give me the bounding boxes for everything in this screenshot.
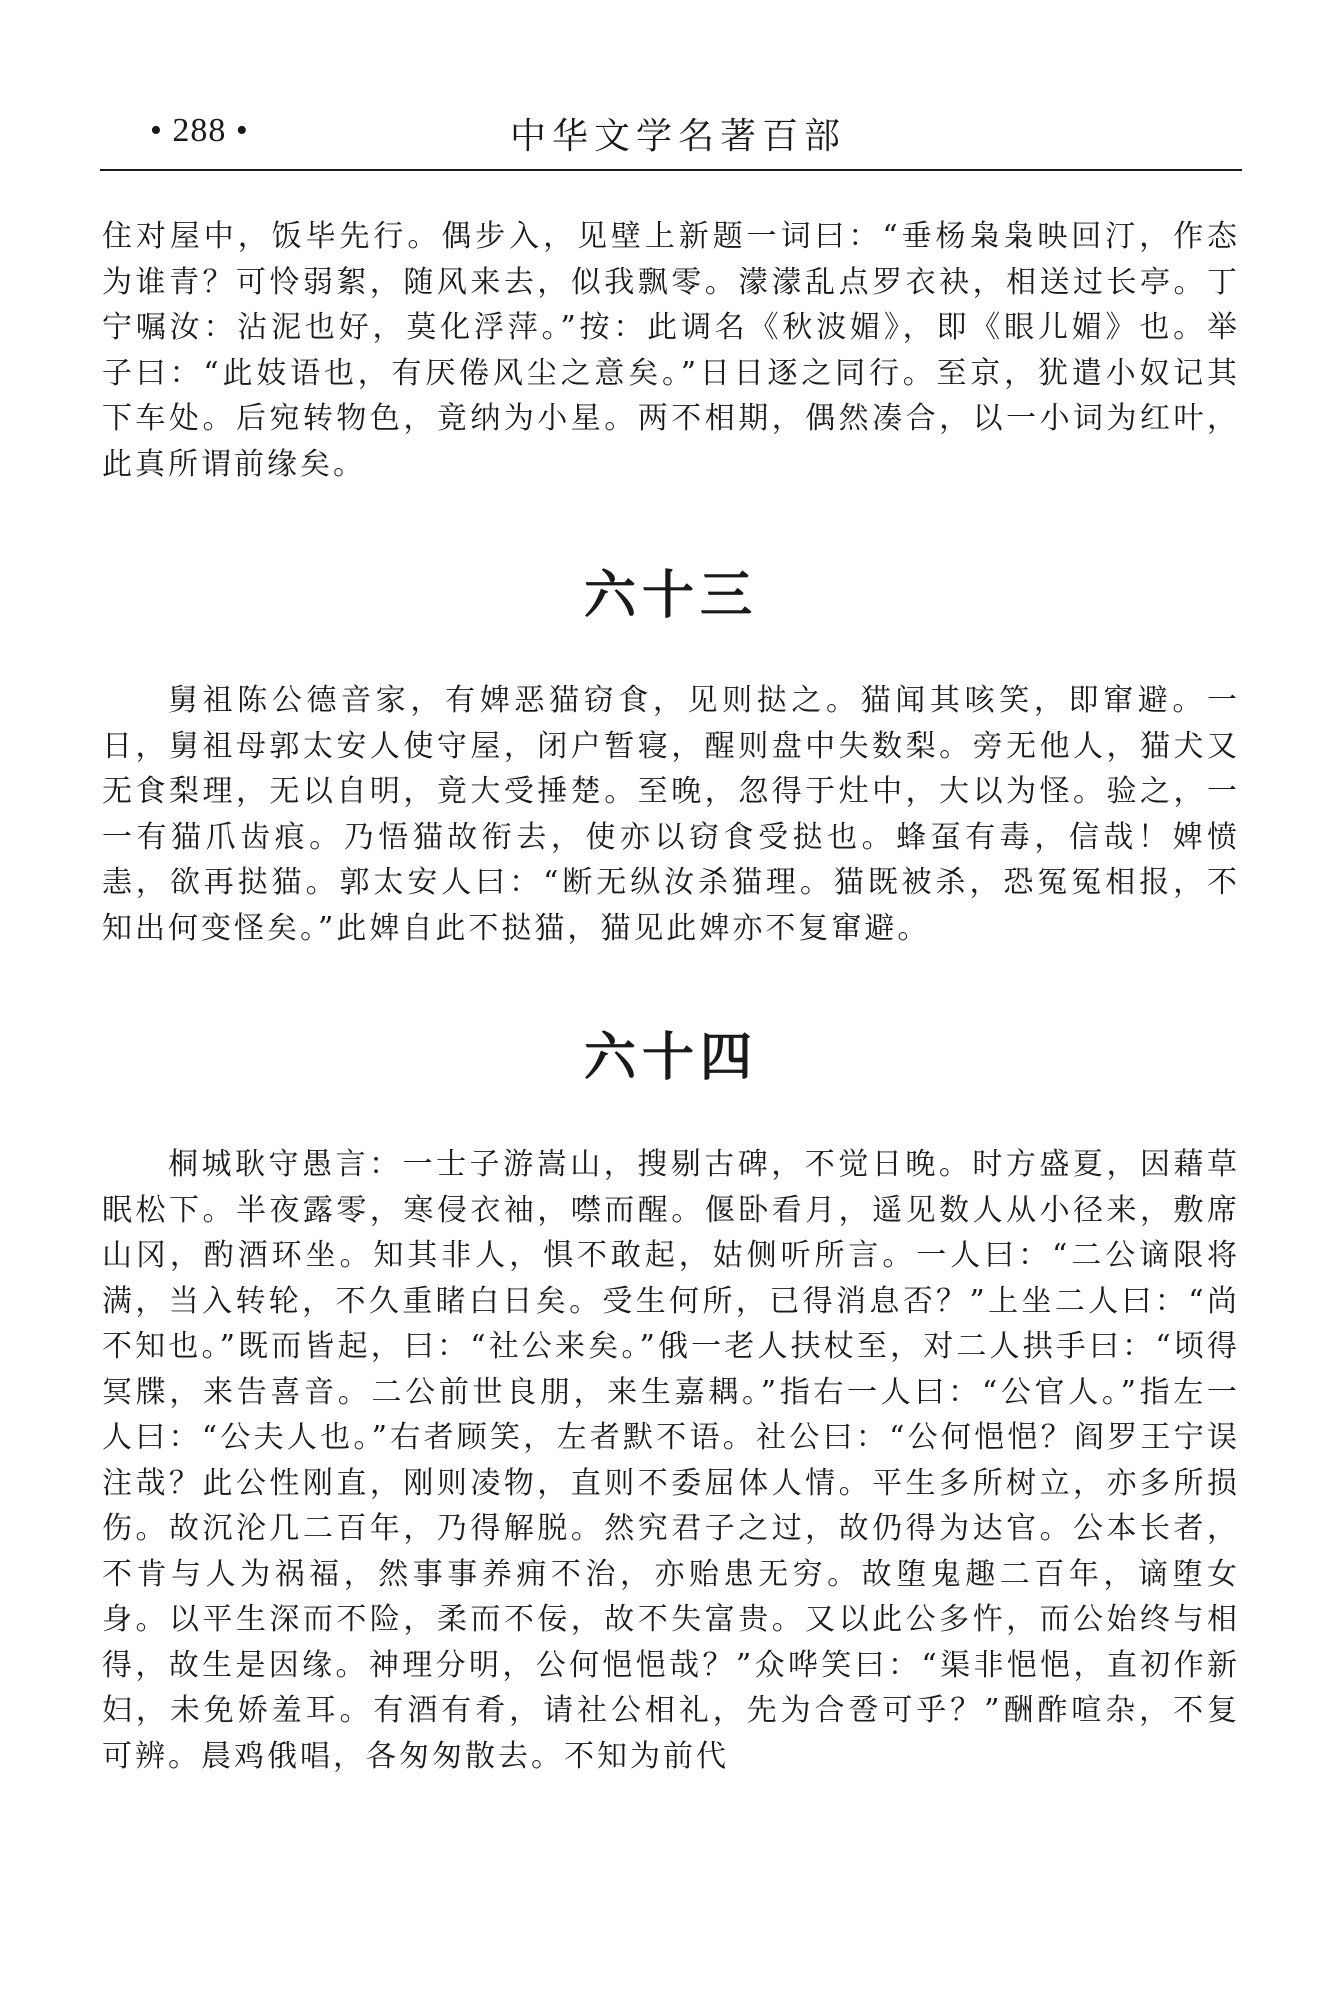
running-header	[100, 108, 1240, 168]
page-number: • 288 •	[150, 112, 249, 149]
book-title: 中华文学名著百部	[510, 116, 847, 157]
header-rule	[100, 169, 1242, 171]
section-63-paragraph: 舅祖陈公德音家，有婢恶猫窃食，见则挞之。猫闻其咳笑，即窜避。一日，舅祖母郭太安人使守屋，闭户暂寝，醒则盘中失数梨。旁无他人，猫犬又无食梨理，无以自明，竟大受捶楚。至晚，忽得于灶中，大以为怪。验之，一一有猫爪齿痕。乃悟猫故衔去，使亦以窃食受挞也。蜂虿有毒，信哉！婢愤恚，欲再挞猫。郭太安人曰：“断无纵汝杀猫理。猫既被杀，恐冤冤相报，不知出何变怪矣。”此婢自此不挞猫，猫见此婢亦不复窜避。	[102, 683, 1240, 946]
section-64-paragraph: 桐城耿守愚言：一士子游嵩山，搜剔古碑，不觉日晚。时方盛夏，因藉草眠松下。半夜露零，寒侵衣袖，噤而醒。偃卧看月，遥见数人从小径来，敷席山冈，酌酒环坐。知其非人，惧不敢起，姑侧听所言。一人曰：“二公谪限将满，当入转轮，不久重睹白日矣。受生何所，已得消息否？”上坐二人曰：“尚不知也。”既而皆起，曰：“社公来矣。”俄一老人扶杖至，对二人拱手曰：“顷得冥牒，来告喜音。二公前世良朋，来生嘉耦。”指右一人曰：“公官人。”指左一人曰：“公夫人也。”右者顾笑，左者默不语。社公曰：“公何悒悒？阎罗王宁误注哉？此公性刚直，刚则凌物，直则不委屈体人情。平生多所树立，亦多所损伤。故沉沦几二百年，乃得解脱。然究君子之过，故仍得为达官。公本长者，不肯与人为祸福，然事事养痈不治，亦贻患无穷。故堕鬼趣二百年，谪堕女身。以平生深而不险，柔而不佞，故不失富贵。又以此公多忤，而公始终与相得，故生是因缘。神理分明，公何悒悒哉？”众哗笑曰：“渠非悒悒，直初作新妇，未免娇羞耳。有酒有肴，请社公相礼，先为合卺可乎？”酬酢喧杂，不复可辨。晨鸡俄唱，各匆匆散去。不知为前代	[102, 1147, 1240, 1774]
page-body	[102, 214, 1240, 1779]
continued-paragraph: 住对屋中，饭毕先行。偶步入，见壁上新题一词曰：“垂杨枭枭映回汀，作态为谁青？可怜弱絮，随风来去，似我飘零。濛濛乱点罗衣袂，相送过长亭。丁宁嘱汝：沾泥也好，莫化浮萍。”按：此调名《秋波媚》，即《眼儿媚》也。举子曰：“此妓语也，有厌倦风尘之意矣。”日日逐之同行。至京，犹遣小奴记其下车处。后宛转物色，竟纳为小星。两不相期，偶然凑合，以一小词为红叶，此真所谓前缘矣。	[102, 219, 1240, 482]
section-heading-64: 六十四	[583, 1027, 758, 1088]
section-heading-63: 六十三	[583, 565, 758, 626]
